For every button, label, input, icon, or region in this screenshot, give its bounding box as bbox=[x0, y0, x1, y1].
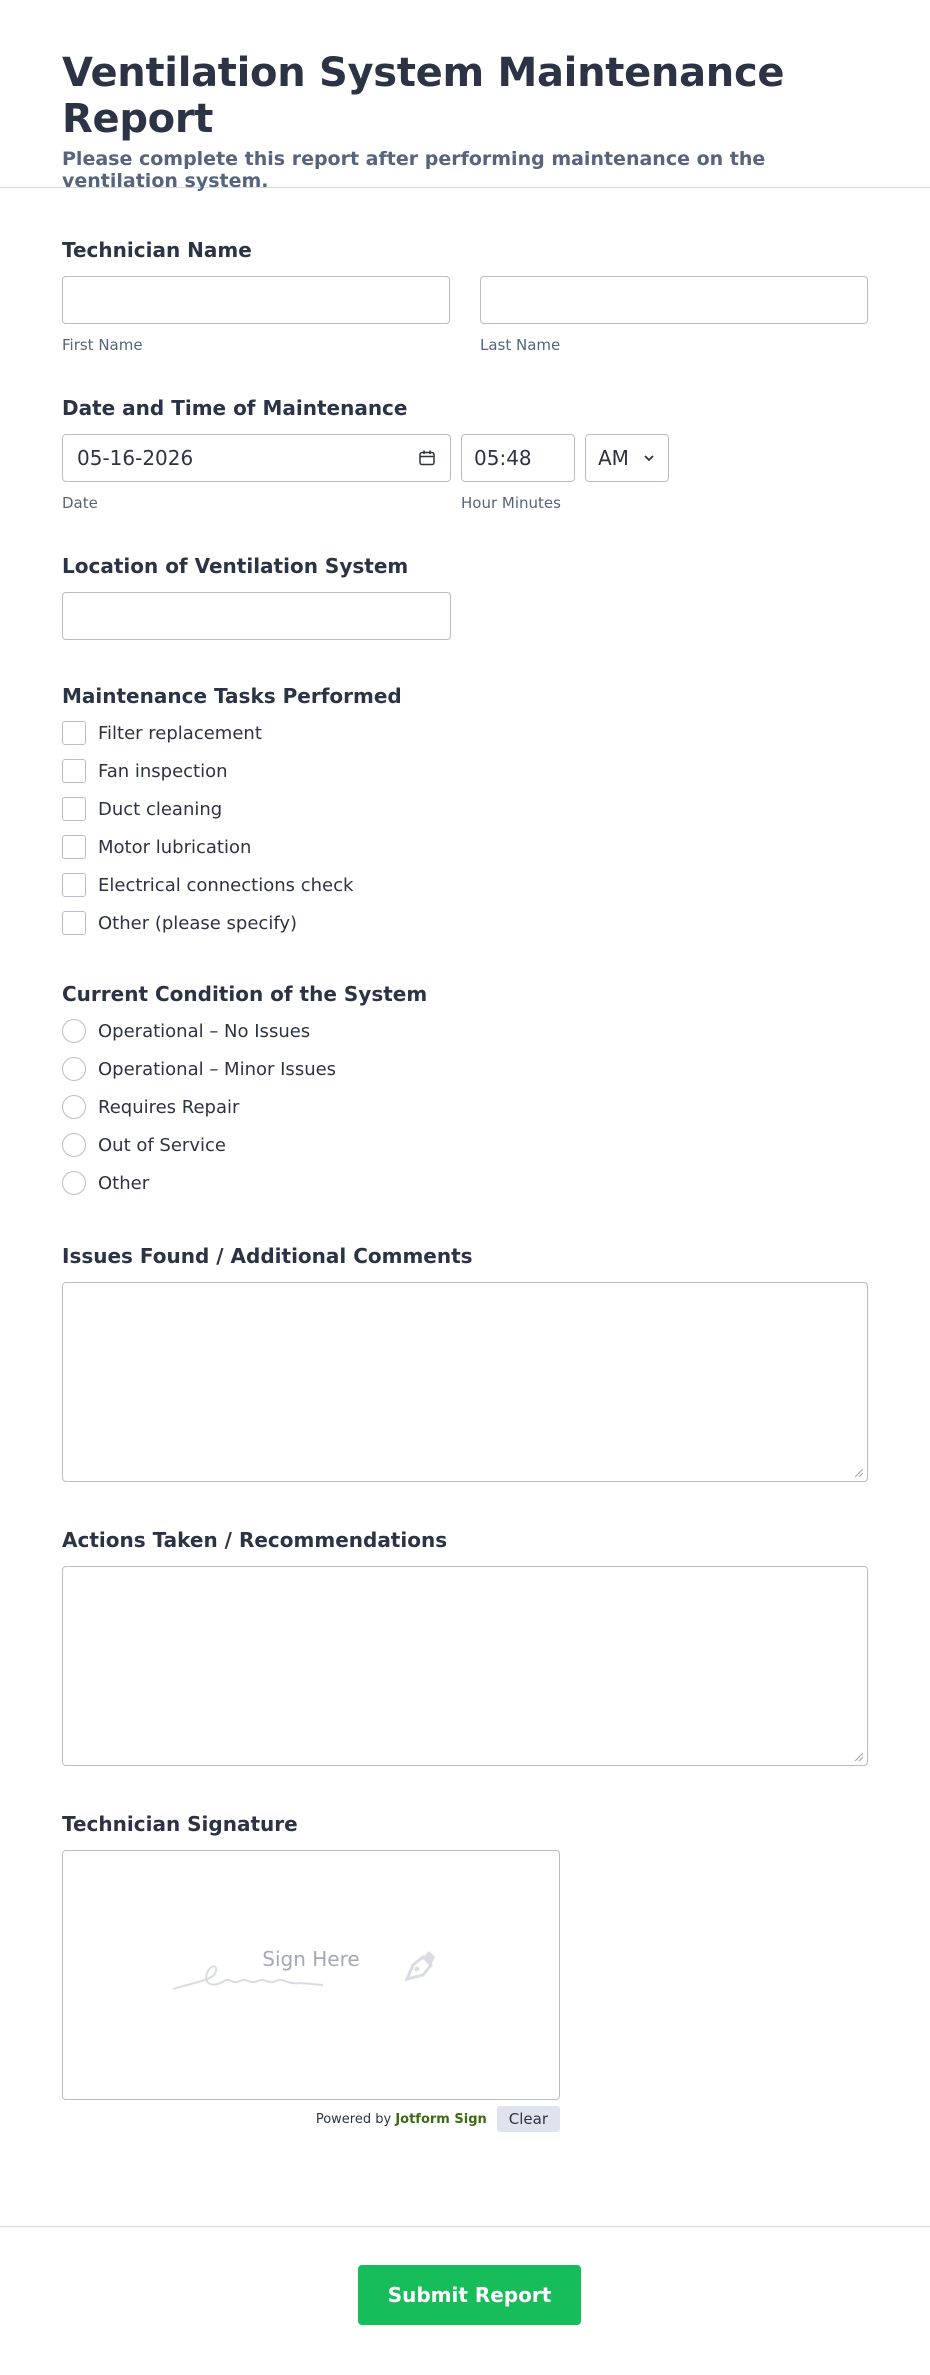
task-option[interactable] bbox=[62, 828, 868, 866]
first-name-col bbox=[62, 276, 450, 354]
powered-by-label: Powered by bbox=[315, 2111, 392, 2127]
signature-footer bbox=[62, 2106, 560, 2132]
task-option[interactable] bbox=[62, 904, 868, 942]
form-body bbox=[0, 188, 930, 2132]
location-input[interactable] bbox=[62, 592, 451, 640]
issues-textarea[interactable] bbox=[62, 1282, 868, 1482]
task-option[interactable] bbox=[62, 714, 868, 752]
time-sublabel: Hour Minutes bbox=[461, 494, 561, 512]
pen-nib-icon bbox=[401, 1945, 441, 1985]
condition-option-label: Operational – No Issues bbox=[98, 1020, 311, 1042]
condition-list bbox=[62, 1012, 868, 1202]
ampm-value: AM bbox=[598, 446, 629, 470]
task-checkbox[interactable] bbox=[62, 911, 86, 935]
task-checkbox[interactable] bbox=[62, 759, 86, 783]
last-name-input[interactable] bbox=[480, 276, 868, 324]
task-checkbox[interactable] bbox=[62, 873, 86, 897]
actions-section bbox=[62, 1482, 868, 1766]
issues-label: Issues Found / Additional Comments bbox=[62, 1244, 473, 1268]
condition-radio[interactable] bbox=[62, 1057, 86, 1081]
task-option[interactable] bbox=[62, 752, 868, 790]
signature-label: Technician Signature bbox=[62, 1812, 298, 1836]
date-input[interactable] bbox=[62, 434, 451, 482]
signature-scribble-icon bbox=[168, 1941, 368, 2001]
location-label: Location of Ventilation System bbox=[62, 554, 409, 578]
submit-button[interactable]: Submit Report bbox=[358, 2265, 581, 2325]
date-sublabel: Date bbox=[62, 494, 98, 512]
condition-option-label: Operational – Minor Issues bbox=[98, 1058, 337, 1080]
clear-signature-button[interactable]: Clear bbox=[497, 2106, 560, 2132]
task-option-label: Electrical connections check bbox=[98, 874, 354, 896]
task-checkbox[interactable] bbox=[62, 797, 86, 821]
condition-option[interactable] bbox=[62, 1088, 868, 1126]
time-col bbox=[461, 434, 669, 512]
condition-radio[interactable] bbox=[62, 1171, 86, 1195]
condition-section bbox=[62, 942, 868, 1202]
datetime-label: Date and Time of Maintenance bbox=[62, 396, 408, 420]
task-option-label: Filter replacement bbox=[98, 722, 262, 744]
date-col bbox=[62, 434, 451, 512]
condition-option[interactable] bbox=[62, 1012, 868, 1050]
signature-pad[interactable] bbox=[62, 1850, 560, 2100]
technician-name-section bbox=[62, 188, 868, 354]
signature-placeholder: Sign Here bbox=[262, 1947, 360, 1971]
resize-grip-icon[interactable] bbox=[853, 1751, 863, 1761]
condition-label: Current Condition of the System bbox=[62, 982, 428, 1006]
condition-option-label: Out of Service bbox=[98, 1134, 226, 1156]
actions-textarea[interactable] bbox=[62, 1566, 868, 1766]
form-footer bbox=[0, 2226, 930, 2375]
calendar-icon[interactable] bbox=[418, 449, 436, 467]
condition-radio[interactable] bbox=[62, 1019, 86, 1043]
actions-label: Actions Taken / Recommendations bbox=[62, 1528, 448, 1552]
condition-radio[interactable] bbox=[62, 1095, 86, 1119]
chevron-down-icon bbox=[642, 451, 656, 465]
condition-option[interactable] bbox=[62, 1126, 868, 1164]
issues-section bbox=[62, 1202, 868, 1482]
ampm-select[interactable] bbox=[585, 434, 669, 482]
time-inputs bbox=[461, 434, 669, 482]
last-name-col bbox=[480, 276, 868, 354]
page-title: Ventilation System Maintenance Report bbox=[62, 50, 785, 142]
signature-section bbox=[62, 1766, 868, 2132]
time-input[interactable] bbox=[461, 434, 575, 482]
first-name-sublabel: First Name bbox=[62, 336, 143, 354]
condition-option[interactable] bbox=[62, 1050, 868, 1088]
task-checkbox[interactable] bbox=[62, 835, 86, 859]
task-option-label: Fan inspection bbox=[98, 760, 228, 782]
task-checkbox[interactable] bbox=[62, 721, 86, 745]
form-header bbox=[0, 0, 930, 192]
task-option-label: Other (please specify) bbox=[98, 912, 298, 934]
datetime-row bbox=[62, 434, 868, 512]
task-option[interactable] bbox=[62, 790, 868, 828]
page-subtitle: Please complete this report after performing maintenance on the ventilation system. bbox=[62, 148, 766, 192]
resize-grip-icon[interactable] bbox=[853, 1467, 863, 1477]
condition-option[interactable] bbox=[62, 1164, 868, 1202]
jotform-sign-brand[interactable]: Jotform Sign bbox=[395, 2111, 487, 2127]
task-option[interactable] bbox=[62, 866, 868, 904]
date-value: 05-16-2026 bbox=[77, 446, 194, 470]
condition-radio[interactable] bbox=[62, 1133, 86, 1157]
powered-by-text bbox=[316, 2112, 487, 2127]
name-row bbox=[62, 276, 868, 354]
tasks-label: Maintenance Tasks Performed bbox=[62, 684, 402, 708]
tasks-section bbox=[62, 640, 868, 942]
tasks-list bbox=[62, 714, 868, 942]
condition-option-label: Requires Repair bbox=[98, 1096, 240, 1118]
location-section bbox=[62, 512, 868, 640]
datetime-section bbox=[62, 354, 868, 512]
technician-name-label: Technician Name bbox=[62, 238, 252, 262]
task-option-label: Duct cleaning bbox=[98, 798, 223, 820]
last-name-sublabel: Last Name bbox=[480, 336, 561, 354]
condition-option-label: Other bbox=[98, 1172, 150, 1194]
time-value: 05:48 bbox=[474, 446, 532, 470]
task-option-label: Motor lubrication bbox=[98, 836, 252, 858]
first-name-input[interactable] bbox=[62, 276, 450, 324]
